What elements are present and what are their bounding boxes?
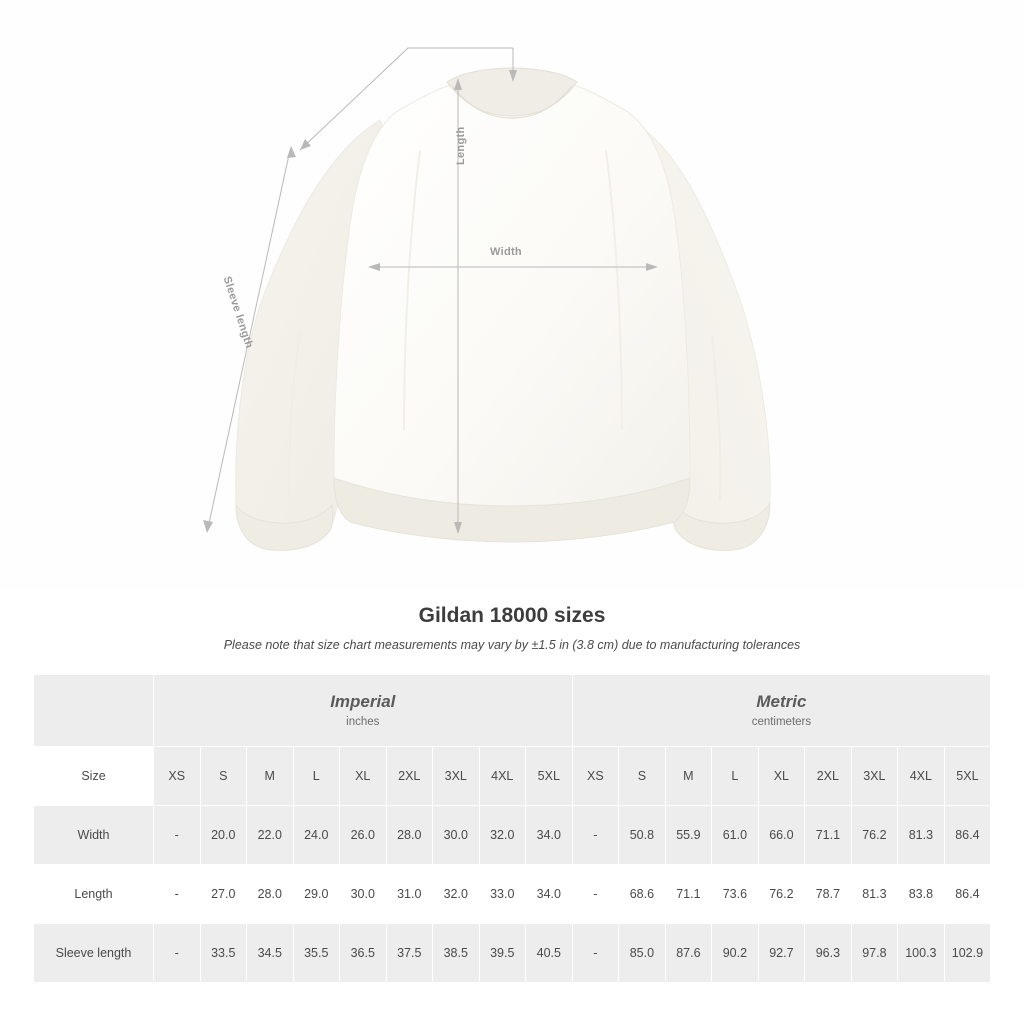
row-label-length: Length xyxy=(34,865,154,924)
cell-length-imperial-4xl: 33.0 xyxy=(479,865,526,924)
unit-group-metric xyxy=(572,675,991,747)
cell-length-imperial-m: 28.0 xyxy=(247,865,294,924)
cell-length-imperial-s: 27.0 xyxy=(200,865,247,924)
cell-sleeve-metric-5xl: 102.9 xyxy=(944,924,991,983)
cell-width-imperial-4xl: 32.0 xyxy=(479,806,526,865)
size-header-metric-l: L xyxy=(712,747,759,806)
cell-length-imperial-l: 29.0 xyxy=(293,865,340,924)
unit-group-metric-name: Metric xyxy=(756,691,807,711)
cell-length-metric-2xl: 78.7 xyxy=(805,865,852,924)
cell-width-metric-3xl: 76.2 xyxy=(851,806,898,865)
cell-sleeve-imperial-4xl: 39.5 xyxy=(479,924,526,983)
size-header-metric-xs: XS xyxy=(572,747,619,806)
cell-length-metric-s: 68.6 xyxy=(619,865,666,924)
unit-group-imperial-name: Imperial xyxy=(330,691,396,711)
cell-length-metric-xl: 76.2 xyxy=(758,865,805,924)
cell-sleeve-metric-l: 90.2 xyxy=(712,924,759,983)
cell-width-imperial-l: 24.0 xyxy=(293,806,340,865)
unit-group-imperial-sub: inches xyxy=(346,715,380,728)
cell-length-metric-3xl: 81.3 xyxy=(851,865,898,924)
cell-length-metric-4xl: 83.8 xyxy=(898,865,945,924)
size-header-metric-s: S xyxy=(619,747,666,806)
unit-system-row xyxy=(34,675,991,747)
cell-sleeve-metric-xl: 92.7 xyxy=(758,924,805,983)
row-label-width: Width xyxy=(34,806,154,865)
cell-sleeve-metric-xs: - xyxy=(572,924,619,983)
page-title: Gildan 18000 sizes xyxy=(418,604,606,627)
width-dimension-label: Width xyxy=(490,246,522,258)
size-header-imperial-s: S xyxy=(200,747,247,806)
cell-width-metric-s: 50.8 xyxy=(619,806,666,865)
cell-width-imperial-2xl: 28.0 xyxy=(386,806,433,865)
size-header-imperial-m: M xyxy=(247,747,294,806)
size-header-metric-5xl: 5XL xyxy=(944,747,991,806)
cell-width-metric-xl: 66.0 xyxy=(758,806,805,865)
cell-length-imperial-2xl: 31.0 xyxy=(386,865,433,924)
cell-length-metric-m: 71.1 xyxy=(665,865,712,924)
cell-sleeve-imperial-5xl: 40.5 xyxy=(526,924,573,983)
size-header-row xyxy=(34,747,991,806)
cell-sleeve-metric-s: 85.0 xyxy=(619,924,666,983)
cell-width-imperial-3xl: 30.0 xyxy=(433,806,480,865)
length-dimension-label: Length xyxy=(455,126,467,165)
table-row xyxy=(34,865,991,924)
size-header-imperial-5xl: 5XL xyxy=(526,747,573,806)
cell-length-metric-l: 73.6 xyxy=(712,865,759,924)
size-header-imperial-xl: XL xyxy=(340,747,387,806)
unit-row-corner xyxy=(34,675,154,747)
size-header-imperial-4xl: 4XL xyxy=(479,747,526,806)
cell-width-imperial-xl: 26.0 xyxy=(340,806,387,865)
measurement-tolerance-note: Please note that size chart measurements may vary by ±1.5 in (3.8 cm) due to manufacturing tolerances xyxy=(223,638,801,652)
cell-sleeve-metric-m: 87.6 xyxy=(665,924,712,983)
unit-group-metric-sub: centimeters xyxy=(751,715,812,728)
size-table-wrapper xyxy=(33,674,991,983)
cell-length-metric-xs: - xyxy=(572,865,619,924)
cell-width-imperial-xs: - xyxy=(154,806,201,865)
cell-sleeve-imperial-s: 33.5 xyxy=(200,924,247,983)
size-header-metric-4xl: 4XL xyxy=(898,747,945,806)
sleeve-length-dimension-label: Sleeve length xyxy=(220,275,256,350)
cell-length-imperial-3xl: 32.0 xyxy=(433,865,480,924)
cell-sleeve-imperial-xs: - xyxy=(154,924,201,983)
cell-length-metric-5xl: 86.4 xyxy=(944,865,991,924)
unit-group-imperial xyxy=(154,675,573,747)
cell-sleeve-imperial-l: 35.5 xyxy=(293,924,340,983)
size-header-metric-2xl: 2XL xyxy=(805,747,852,806)
size-header-imperial-l: L xyxy=(293,747,340,806)
cell-width-metric-xs: - xyxy=(572,806,619,865)
title-block xyxy=(0,604,1024,652)
row-label-sleeve-length: Sleeve length xyxy=(34,924,154,983)
cell-sleeve-metric-4xl: 100.3 xyxy=(898,924,945,983)
cell-width-metric-2xl: 71.1 xyxy=(805,806,852,865)
size-header-metric-xl: XL xyxy=(758,747,805,806)
cell-width-imperial-5xl: 34.0 xyxy=(526,806,573,865)
size-header-imperial-2xl: 2XL xyxy=(386,747,433,806)
cell-sleeve-imperial-3xl: 38.5 xyxy=(433,924,480,983)
table-row xyxy=(34,924,991,983)
cell-length-imperial-xs: - xyxy=(154,865,201,924)
size-header-imperial-3xl: 3XL xyxy=(433,747,480,806)
size-header-imperial-xs: XS xyxy=(154,747,201,806)
cell-width-metric-m: 55.9 xyxy=(665,806,712,865)
size-chart-table xyxy=(33,674,991,983)
cell-sleeve-metric-3xl: 97.8 xyxy=(851,924,898,983)
cell-width-metric-l: 61.0 xyxy=(712,806,759,865)
cell-width-metric-4xl: 81.3 xyxy=(898,806,945,865)
size-header-metric-m: M xyxy=(665,747,712,806)
cell-length-imperial-5xl: 34.0 xyxy=(526,865,573,924)
size-header-label: Size xyxy=(34,747,154,806)
cell-width-imperial-s: 20.0 xyxy=(200,806,247,865)
cell-sleeve-imperial-2xl: 37.5 xyxy=(386,924,433,983)
cell-sleeve-imperial-xl: 36.5 xyxy=(340,924,387,983)
cell-sleeve-imperial-m: 34.5 xyxy=(247,924,294,983)
table-row xyxy=(34,806,991,865)
cell-length-imperial-xl: 30.0 xyxy=(340,865,387,924)
size-header-metric-3xl: 3XL xyxy=(851,747,898,806)
cell-width-imperial-m: 22.0 xyxy=(247,806,294,865)
cell-width-metric-5xl: 86.4 xyxy=(944,806,991,865)
cell-sleeve-metric-2xl: 96.3 xyxy=(805,924,852,983)
